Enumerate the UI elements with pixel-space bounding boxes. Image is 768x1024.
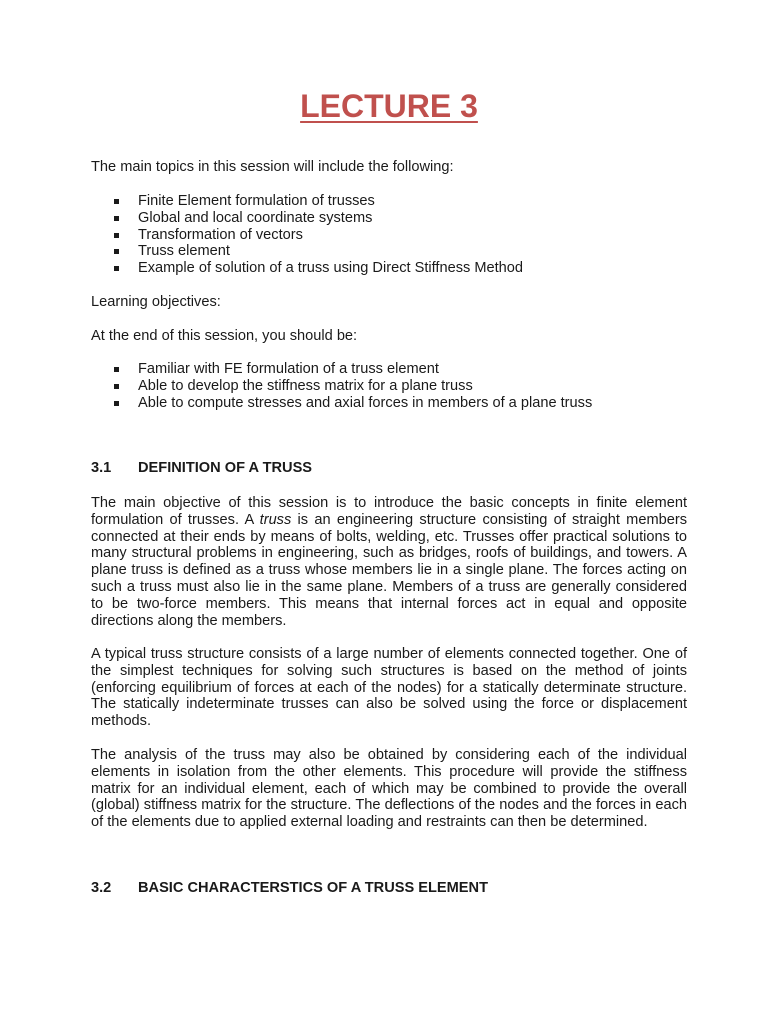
section-heading-3-2: [91, 880, 488, 897]
list-item: Able to develop the stiffness matrix for a plane truss: [91, 378, 592, 395]
list-item: Transformation of vectors: [91, 227, 523, 244]
intro-text: The main topics in this session will include the following:: [91, 159, 454, 175]
bullet-icon: [114, 216, 119, 221]
list-item: Example of solution of a truss using Direct Stiffness Method: [91, 260, 523, 277]
bullet-icon: [114, 266, 119, 271]
list-item: Able to compute stresses and axial forces in members of a plane truss: [91, 395, 592, 412]
list-item: Global and local coordinate systems: [91, 210, 523, 227]
bullet-icon: [114, 384, 119, 389]
section-number: 3.1: [91, 460, 112, 476]
paragraph-analysis: The analysis of the truss may also be obtained by considering each of the individual elements in isolation from the other elements. This procedure will provide the stiffness matrix for an individual element, each of which may be combined to provide the overall (global) stiffness matrix for the structure. The deflections of the nodes and the forces in each of the elements due to applied external loading and restraints can then be determined.: [91, 747, 687, 831]
list-item: Truss element: [91, 243, 523, 260]
bullet-icon: [114, 367, 119, 372]
section-title: DEFINITION OF A TRUSS: [138, 460, 313, 476]
paragraph-methods: A typical truss structure consists of a large number of elements connected together. One of the simplest techniques for solving such structures is based on the method of joints (enforcing equilibrium of forces at each of the nodes) for a statically determinate structure. The statically indeterminate trusses can also be solved using the force or displacement methods.: [91, 646, 687, 730]
list-item: Finite Element formulation of trusses: [91, 193, 523, 210]
bullet-icon: [114, 233, 119, 238]
section-title: BASIC CHARACTERSTICS OF A TRUSS ELEMENT: [138, 880, 488, 896]
emphasis-truss: truss: [259, 511, 292, 528]
paragraph-definition: The main objective of this session is to introduce the basic concepts in finite element formulation of trusses. A truss is an engineering structure consisting of straight members connected at their ends by means of bolts, welding, etc. Trusses offer practical solutions to many structural problems in engineering, such as bridges, roofs of buildings, and towers. A plane truss is defined as a truss whose members lie in a single plane. The forces acting on such a truss must also lie in the same plane. Members of a truss are generally considered to be two-force members. This means that internal forces act in equal and opposite directions along the members.: [91, 495, 687, 629]
list-item: Familiar with FE formulation of a truss element: [91, 361, 592, 378]
section-heading-3-1: [91, 460, 312, 477]
objectives-list: [91, 361, 592, 411]
topics-list: [91, 193, 523, 277]
bullet-icon: [114, 401, 119, 406]
objectives-label: Learning objectives:: [91, 294, 221, 310]
objectives-intro: At the end of this session, you should be:: [91, 328, 358, 344]
bullet-icon: [114, 199, 119, 204]
section-number: 3.2: [91, 880, 112, 896]
page-title: LECTURE 3: [300, 88, 478, 124]
bullet-icon: [114, 249, 119, 254]
